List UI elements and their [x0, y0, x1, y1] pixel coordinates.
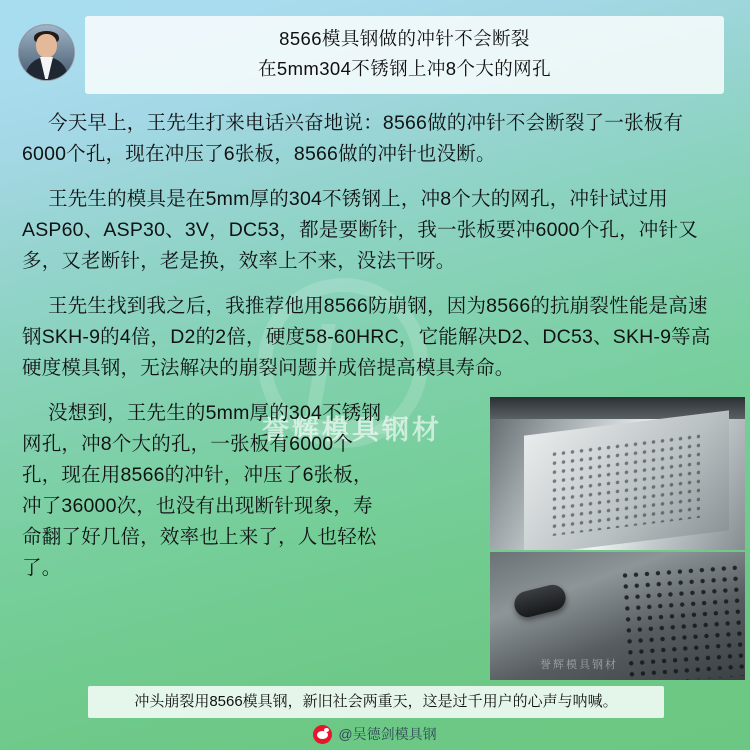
photo-perforated-plate [490, 397, 745, 550]
weibo-account[interactable]: @吴德剑模具钢 [338, 726, 437, 742]
title-line-2: 在5mm304不锈钢上冲8个大的网孔 [258, 58, 551, 79]
paragraph-3 [22, 291, 726, 384]
header [0, 0, 750, 94]
photo-watermark: 誉辉模具钢材 [540, 659, 618, 671]
paragraph-2-text: 王先生的模具是在5mm厚的304不锈钢上，冲8个大的网孔，冲针试过用ASP60、ASP30、3V，DC53，都是要断针，我一张板要冲6000个孔，冲针又多，又老断针，老是换，效率上不来，没法干呀。 [22, 188, 698, 272]
paragraph-4-text: 没想到，王先生的5mm厚的304不锈钢网孔，冲8个大的孔，一张板有6000个孔，现在用8566的冲针，冲压了6张板，冲了36000次，也没有出现断针现象，寿命翻了好几倍，效率也上来了，人也轻松了。 [22, 402, 382, 579]
footer [0, 718, 750, 750]
title-box [85, 16, 724, 94]
paragraph-3-text: 王先生找到我之后，我推荐他用8566防崩钢，因为8566的抗崩裂性能是高速钢SKH-9的4倍，D2的2倍，硬度58-60HRC，它能解决D2、DC53、SKH-9等高硬度模具钢，无法解决的崩裂问题并成倍提高模具寿命。 [22, 295, 711, 379]
weibo-icon [313, 725, 332, 744]
watermark-brand: 誉辉模具钢材 [262, 415, 442, 445]
paragraph-1-text: 今天早上，王先生打来电话兴奋地说：8566做的冲针不会断裂了一张板有6000个孔，现在冲压了6张板，8566做的冲针也没断。 [22, 112, 684, 165]
paragraph-1 [22, 108, 726, 170]
title-line-1: 8566模具钢做的冲针不会断裂 [279, 28, 530, 49]
avatar [18, 24, 75, 81]
paragraph-2 [22, 184, 726, 277]
paragraph-4 [22, 398, 382, 584]
caption-bar: 冲头崩裂用8566模具钢，新旧社会两重天，这是过千用户的心声与呐喊。 [88, 686, 664, 718]
photo-punch-tool [490, 552, 745, 680]
